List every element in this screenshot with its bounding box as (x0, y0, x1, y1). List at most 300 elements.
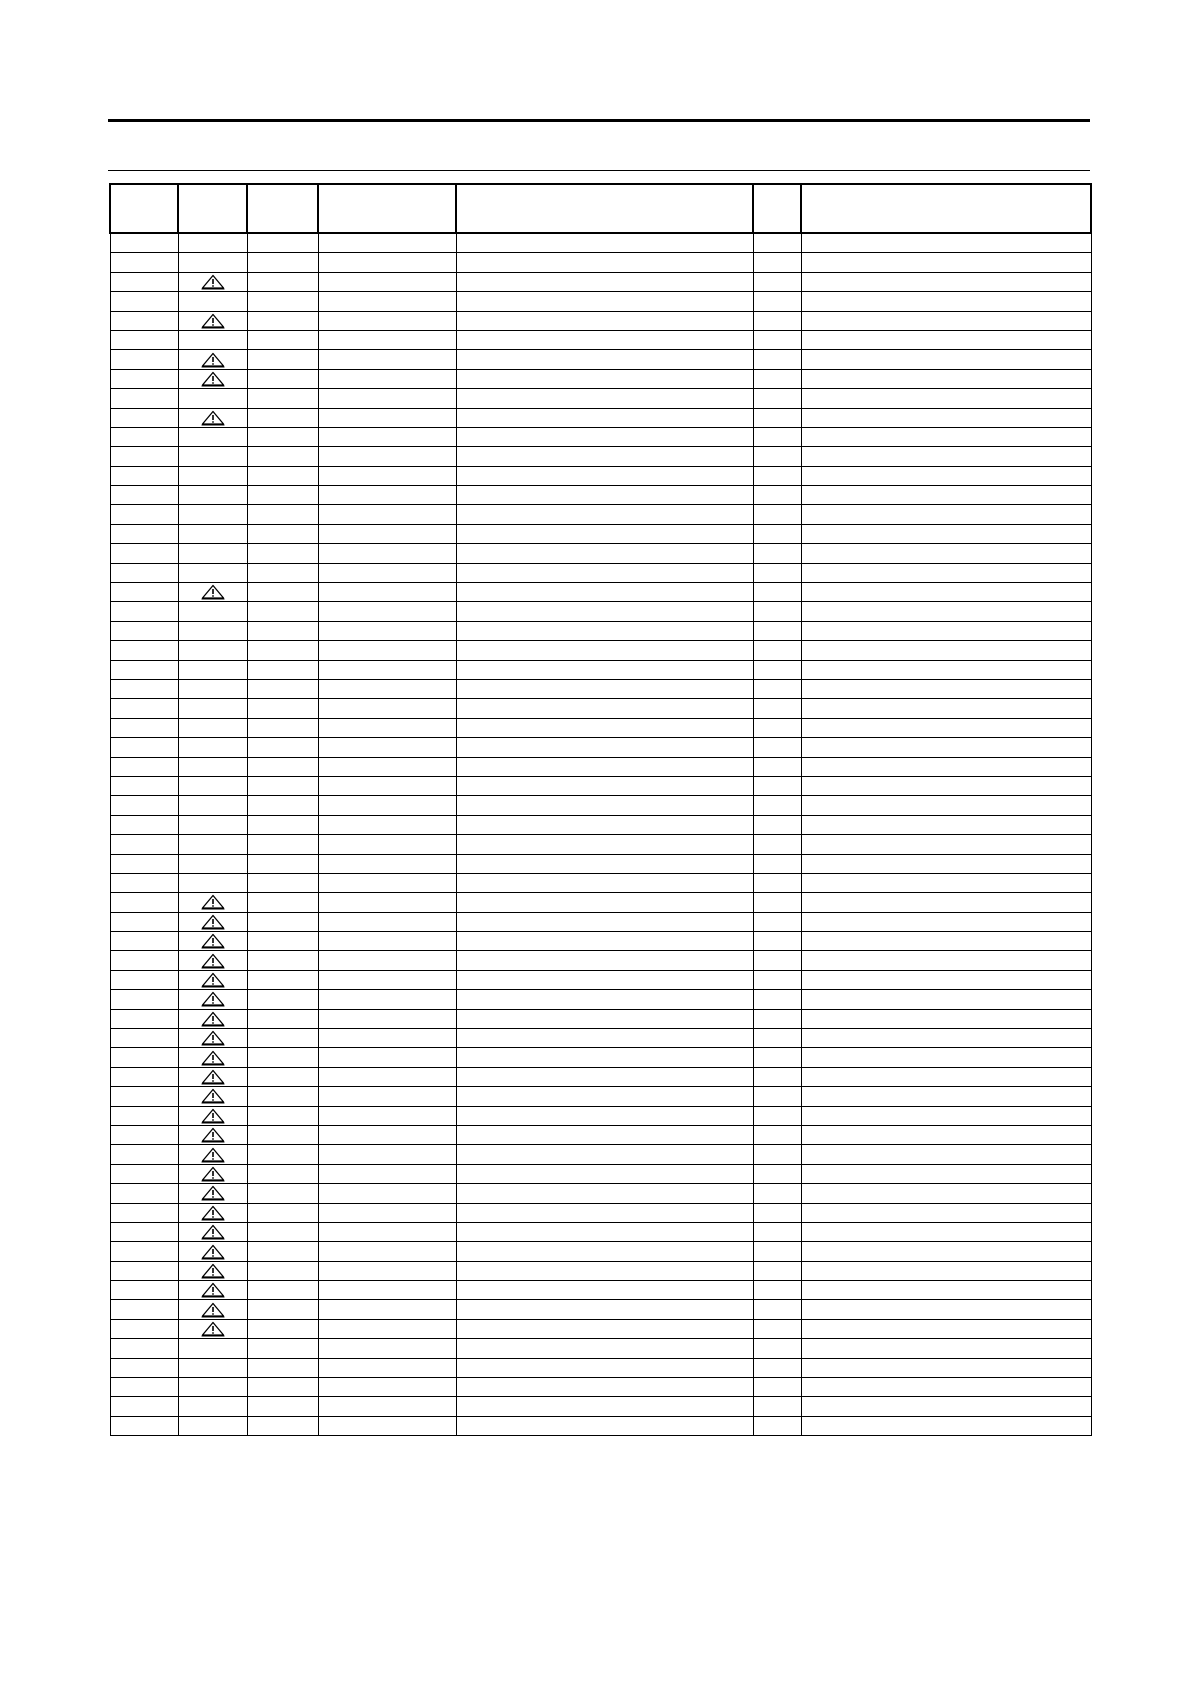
table-cell (178, 272, 247, 291)
table-cell (456, 873, 753, 892)
warning-triangle-icon (201, 313, 225, 329)
table-cell (110, 486, 178, 505)
table-cell (318, 1164, 456, 1183)
table-row (110, 1067, 1091, 1086)
table-cell (753, 505, 801, 524)
warning-triangle-icon (201, 1030, 225, 1046)
table-cell (110, 1106, 178, 1125)
table-cell (801, 292, 1091, 311)
table-cell (110, 738, 178, 757)
table-cell (753, 1222, 801, 1241)
table-cell (753, 738, 801, 757)
table-cell (318, 369, 456, 388)
table-cell (753, 292, 801, 311)
table-cell (247, 1300, 318, 1319)
table-cell (801, 389, 1091, 408)
table-cell (110, 1222, 178, 1241)
table-cell (456, 1203, 753, 1222)
table-cell (753, 1164, 801, 1183)
table-row (110, 583, 1091, 602)
table-cell (247, 873, 318, 892)
table-cell (318, 815, 456, 834)
table-cell (801, 699, 1091, 718)
table-cell (110, 1300, 178, 1319)
table-cell (178, 1339, 247, 1358)
table-cell (110, 815, 178, 834)
table-row (110, 1281, 1091, 1300)
table-cell (178, 1222, 247, 1241)
table-cell (247, 486, 318, 505)
table-cell (753, 1106, 801, 1125)
table-cell (110, 1242, 178, 1261)
table-cell (801, 912, 1091, 931)
table-cell (456, 1416, 753, 1435)
table-cell (178, 1281, 247, 1300)
table-cell (247, 253, 318, 272)
table-cell (247, 776, 318, 795)
table-cell (318, 1145, 456, 1164)
table-cell (178, 776, 247, 795)
table-row (110, 1339, 1091, 1358)
table-cell (110, 1378, 178, 1397)
table-cell (110, 1358, 178, 1377)
table-cell (318, 253, 456, 272)
table-cell (178, 1242, 247, 1261)
table-cell (178, 912, 247, 931)
table-cell (801, 932, 1091, 951)
table-cell (753, 912, 801, 931)
table-cell (247, 893, 318, 912)
table-cell (753, 854, 801, 873)
table-cell (753, 951, 801, 970)
warning-triangle-icon (201, 1011, 225, 1027)
table-cell (456, 1222, 753, 1241)
table-cell (110, 1416, 178, 1435)
table-cell (110, 970, 178, 989)
table-row (110, 1416, 1091, 1435)
table-row (110, 447, 1091, 466)
table-cell (247, 1339, 318, 1358)
table-row (110, 738, 1091, 757)
table-cell (801, 621, 1091, 640)
table-cell (247, 427, 318, 446)
table-row (110, 602, 1091, 621)
table-cell (456, 292, 753, 311)
table-cell (247, 1203, 318, 1222)
table-cell (456, 330, 753, 349)
table-cell (247, 233, 318, 253)
table-cell (318, 1106, 456, 1125)
table-cell (247, 1261, 318, 1280)
table-cell (110, 272, 178, 291)
table-cell (456, 1087, 753, 1106)
warning-triangle-icon (201, 1302, 225, 1318)
table-row (110, 718, 1091, 737)
table-cell (753, 447, 801, 466)
table-cell (178, 505, 247, 524)
table-cell (110, 951, 178, 970)
warning-triangle-icon (201, 1282, 225, 1298)
table-cell (456, 350, 753, 369)
table-cell (753, 311, 801, 330)
table-cell (178, 1184, 247, 1203)
table-cell (110, 854, 178, 873)
table-cell (801, 369, 1091, 388)
table-cell (318, 330, 456, 349)
table-cell (110, 835, 178, 854)
table-cell (456, 408, 753, 427)
table-cell (318, 1087, 456, 1106)
table-cell (801, 253, 1091, 272)
table-cell (318, 1261, 456, 1280)
table-row (110, 330, 1091, 349)
table-cell (247, 1358, 318, 1377)
table-cell (456, 524, 753, 543)
table-cell (801, 466, 1091, 485)
table-row (110, 1300, 1091, 1319)
table-cell (247, 1164, 318, 1183)
table-cell (318, 1378, 456, 1397)
warning-triangle-icon (201, 1088, 225, 1104)
table-cell (247, 447, 318, 466)
table-cell (318, 990, 456, 1009)
table-cell (318, 1009, 456, 1028)
table-cell (753, 1378, 801, 1397)
table-cell (178, 253, 247, 272)
table-row (110, 873, 1091, 892)
table-cell (801, 1261, 1091, 1280)
table-cell (178, 369, 247, 388)
table-cell (247, 912, 318, 931)
warning-triangle-icon (201, 894, 225, 910)
table-cell (247, 330, 318, 349)
table-cell (110, 311, 178, 330)
table-cell (178, 1164, 247, 1183)
parts-list-table (109, 183, 1092, 1436)
table-cell (753, 621, 801, 640)
table-cell (178, 970, 247, 989)
table-cell (456, 427, 753, 446)
table-cell (178, 1048, 247, 1067)
table-cell (801, 641, 1091, 660)
table-cell (456, 932, 753, 951)
table-cell (456, 815, 753, 834)
table-cell (801, 1009, 1091, 1028)
table-cell (110, 1067, 178, 1086)
table-row (110, 1087, 1091, 1106)
table-cell (247, 272, 318, 291)
warning-triangle-icon (201, 1244, 225, 1260)
table-cell (456, 1067, 753, 1086)
table-cell (178, 330, 247, 349)
table-cell (110, 679, 178, 698)
table-cell (801, 1125, 1091, 1144)
table-cell (318, 757, 456, 776)
table-cell (110, 330, 178, 349)
table-cell (318, 641, 456, 660)
column-header-3 (247, 184, 318, 233)
header-rule-bottom (108, 170, 1090, 171)
table-cell (110, 563, 178, 582)
table-cell (456, 486, 753, 505)
table-cell (753, 970, 801, 989)
table-row (110, 1164, 1091, 1183)
table-cell (801, 1184, 1091, 1203)
table-cell (110, 1203, 178, 1222)
table-cell (456, 1261, 753, 1280)
table-cell (456, 447, 753, 466)
table-cell (247, 1048, 318, 1067)
table-cell (801, 408, 1091, 427)
table-cell (318, 718, 456, 737)
table-cell (178, 1067, 247, 1086)
table-cell (247, 1067, 318, 1086)
table-row (110, 1203, 1091, 1222)
table-row (110, 427, 1091, 446)
table-row (110, 486, 1091, 505)
table-row (110, 1048, 1091, 1067)
table-header-row (110, 184, 1091, 233)
table-cell (456, 1106, 753, 1125)
table-cell (753, 1048, 801, 1067)
table-cell (110, 796, 178, 815)
table-cell (318, 272, 456, 291)
table-row (110, 660, 1091, 679)
table-cell (753, 389, 801, 408)
table-row (110, 466, 1091, 485)
warning-triangle-icon (201, 991, 225, 1007)
table-cell (178, 292, 247, 311)
table-cell (456, 679, 753, 698)
table-cell (247, 1242, 318, 1261)
table-row (110, 1029, 1091, 1048)
table-cell (318, 932, 456, 951)
table-cell (456, 1125, 753, 1144)
warning-triangle-icon (201, 410, 225, 426)
table-cell (318, 602, 456, 621)
column-header-1 (110, 184, 178, 233)
table-cell (110, 621, 178, 640)
table-cell (753, 990, 801, 1009)
table-cell (247, 679, 318, 698)
table-row (110, 1261, 1091, 1280)
table-cell (247, 738, 318, 757)
table-cell (456, 1319, 753, 1338)
table-cell (110, 776, 178, 795)
table-cell (456, 718, 753, 737)
table-cell (247, 1378, 318, 1397)
table-cell (801, 679, 1091, 698)
table-cell (110, 1339, 178, 1358)
table-row (110, 776, 1091, 795)
table-cell (456, 1242, 753, 1261)
table-cell (318, 776, 456, 795)
table-cell (801, 427, 1091, 446)
table-cell (753, 1319, 801, 1338)
table-cell (753, 524, 801, 543)
table-cell (753, 641, 801, 660)
table-cell (318, 1358, 456, 1377)
table-cell (110, 893, 178, 912)
table-cell (247, 815, 318, 834)
table-cell (247, 835, 318, 854)
table-cell (318, 292, 456, 311)
table-cell (753, 233, 801, 253)
table-cell (456, 776, 753, 795)
table-cell (456, 738, 753, 757)
table-cell (178, 311, 247, 330)
table-cell (801, 1164, 1091, 1183)
table-cell (318, 350, 456, 369)
table-cell (801, 990, 1091, 1009)
table-cell (110, 1397, 178, 1416)
table-row (110, 621, 1091, 640)
table-cell (247, 1145, 318, 1164)
table-cell (753, 679, 801, 698)
table-row (110, 1184, 1091, 1203)
table-cell (110, 1319, 178, 1338)
table-cell (247, 563, 318, 582)
table-row (110, 835, 1091, 854)
table-cell (753, 1029, 801, 1048)
table-cell (178, 796, 247, 815)
table-row (110, 233, 1091, 253)
table-row (110, 932, 1091, 951)
table-cell (801, 835, 1091, 854)
table-row (110, 1242, 1091, 1261)
table-cell (110, 757, 178, 776)
table-cell (753, 932, 801, 951)
table-cell (801, 718, 1091, 737)
table-cell (456, 583, 753, 602)
table-cell (801, 970, 1091, 989)
table-cell (318, 1067, 456, 1086)
table-row (110, 1319, 1091, 1338)
table-cell (178, 1397, 247, 1416)
table-cell (247, 796, 318, 815)
table-cell (318, 660, 456, 679)
column-header-2 (178, 184, 247, 233)
table-cell (247, 1416, 318, 1435)
table-cell (801, 1242, 1091, 1261)
table-cell (801, 776, 1091, 795)
table-cell (801, 1416, 1091, 1435)
table-cell (318, 311, 456, 330)
warning-triangle-icon (201, 1050, 225, 1066)
table-cell (110, 466, 178, 485)
table-cell (801, 1339, 1091, 1358)
table-cell (801, 330, 1091, 349)
table-cell (318, 427, 456, 446)
table-row (110, 389, 1091, 408)
table-cell (110, 1281, 178, 1300)
table-cell (178, 951, 247, 970)
table-cell (318, 1242, 456, 1261)
table-cell (753, 1339, 801, 1358)
warning-triangle-icon (201, 584, 225, 600)
table-row (110, 1106, 1091, 1125)
table-cell (318, 486, 456, 505)
table-cell (247, 292, 318, 311)
table-cell (247, 408, 318, 427)
table-cell (178, 990, 247, 1009)
table-cell (318, 738, 456, 757)
table-cell (801, 1319, 1091, 1338)
table-cell (753, 1087, 801, 1106)
table-cell (318, 1319, 456, 1338)
table-cell (178, 854, 247, 873)
table-cell (753, 369, 801, 388)
table-cell (178, 447, 247, 466)
table-cell (110, 1184, 178, 1203)
table-cell (753, 253, 801, 272)
table-row (110, 951, 1091, 970)
table-cell (247, 505, 318, 524)
table-cell (178, 524, 247, 543)
table-cell (178, 641, 247, 660)
table-cell (178, 350, 247, 369)
table-cell (178, 660, 247, 679)
warning-triangle-icon (201, 972, 225, 988)
table-cell (178, 427, 247, 446)
table-cell (456, 466, 753, 485)
table-cell (247, 583, 318, 602)
table-cell (318, 1029, 456, 1048)
table-cell (456, 699, 753, 718)
table-row (110, 1397, 1091, 1416)
warning-triangle-icon (201, 914, 225, 930)
table-cell (110, 641, 178, 660)
table-cell (456, 912, 753, 931)
table-cell (247, 854, 318, 873)
table-cell (801, 602, 1091, 621)
table-cell (753, 1416, 801, 1435)
table-cell (110, 660, 178, 679)
table-cell (110, 505, 178, 524)
table-cell (753, 330, 801, 349)
table-cell (456, 311, 753, 330)
table-cell (318, 524, 456, 543)
table-cell (801, 1378, 1091, 1397)
table-cell (753, 563, 801, 582)
table-cell (247, 1281, 318, 1300)
table-cell (178, 1145, 247, 1164)
table-cell (801, 272, 1091, 291)
table-cell (753, 1397, 801, 1416)
table-cell (801, 1222, 1091, 1241)
table-cell (753, 544, 801, 563)
table-row (110, 679, 1091, 698)
table-cell (801, 1087, 1091, 1106)
warning-triangle-icon (201, 1205, 225, 1221)
table-cell (456, 1378, 753, 1397)
table-cell (318, 1339, 456, 1358)
table-row (110, 796, 1091, 815)
table-cell (456, 970, 753, 989)
warning-triangle-icon (201, 1321, 225, 1337)
table-cell (178, 932, 247, 951)
table-cell (801, 1358, 1091, 1377)
table-cell (178, 738, 247, 757)
table-row (110, 272, 1091, 291)
table-cell (247, 990, 318, 1009)
table-cell (247, 1184, 318, 1203)
table-cell (110, 427, 178, 446)
table-row (110, 311, 1091, 330)
table-cell (456, 990, 753, 1009)
table-cell (178, 1300, 247, 1319)
table-cell (178, 699, 247, 718)
